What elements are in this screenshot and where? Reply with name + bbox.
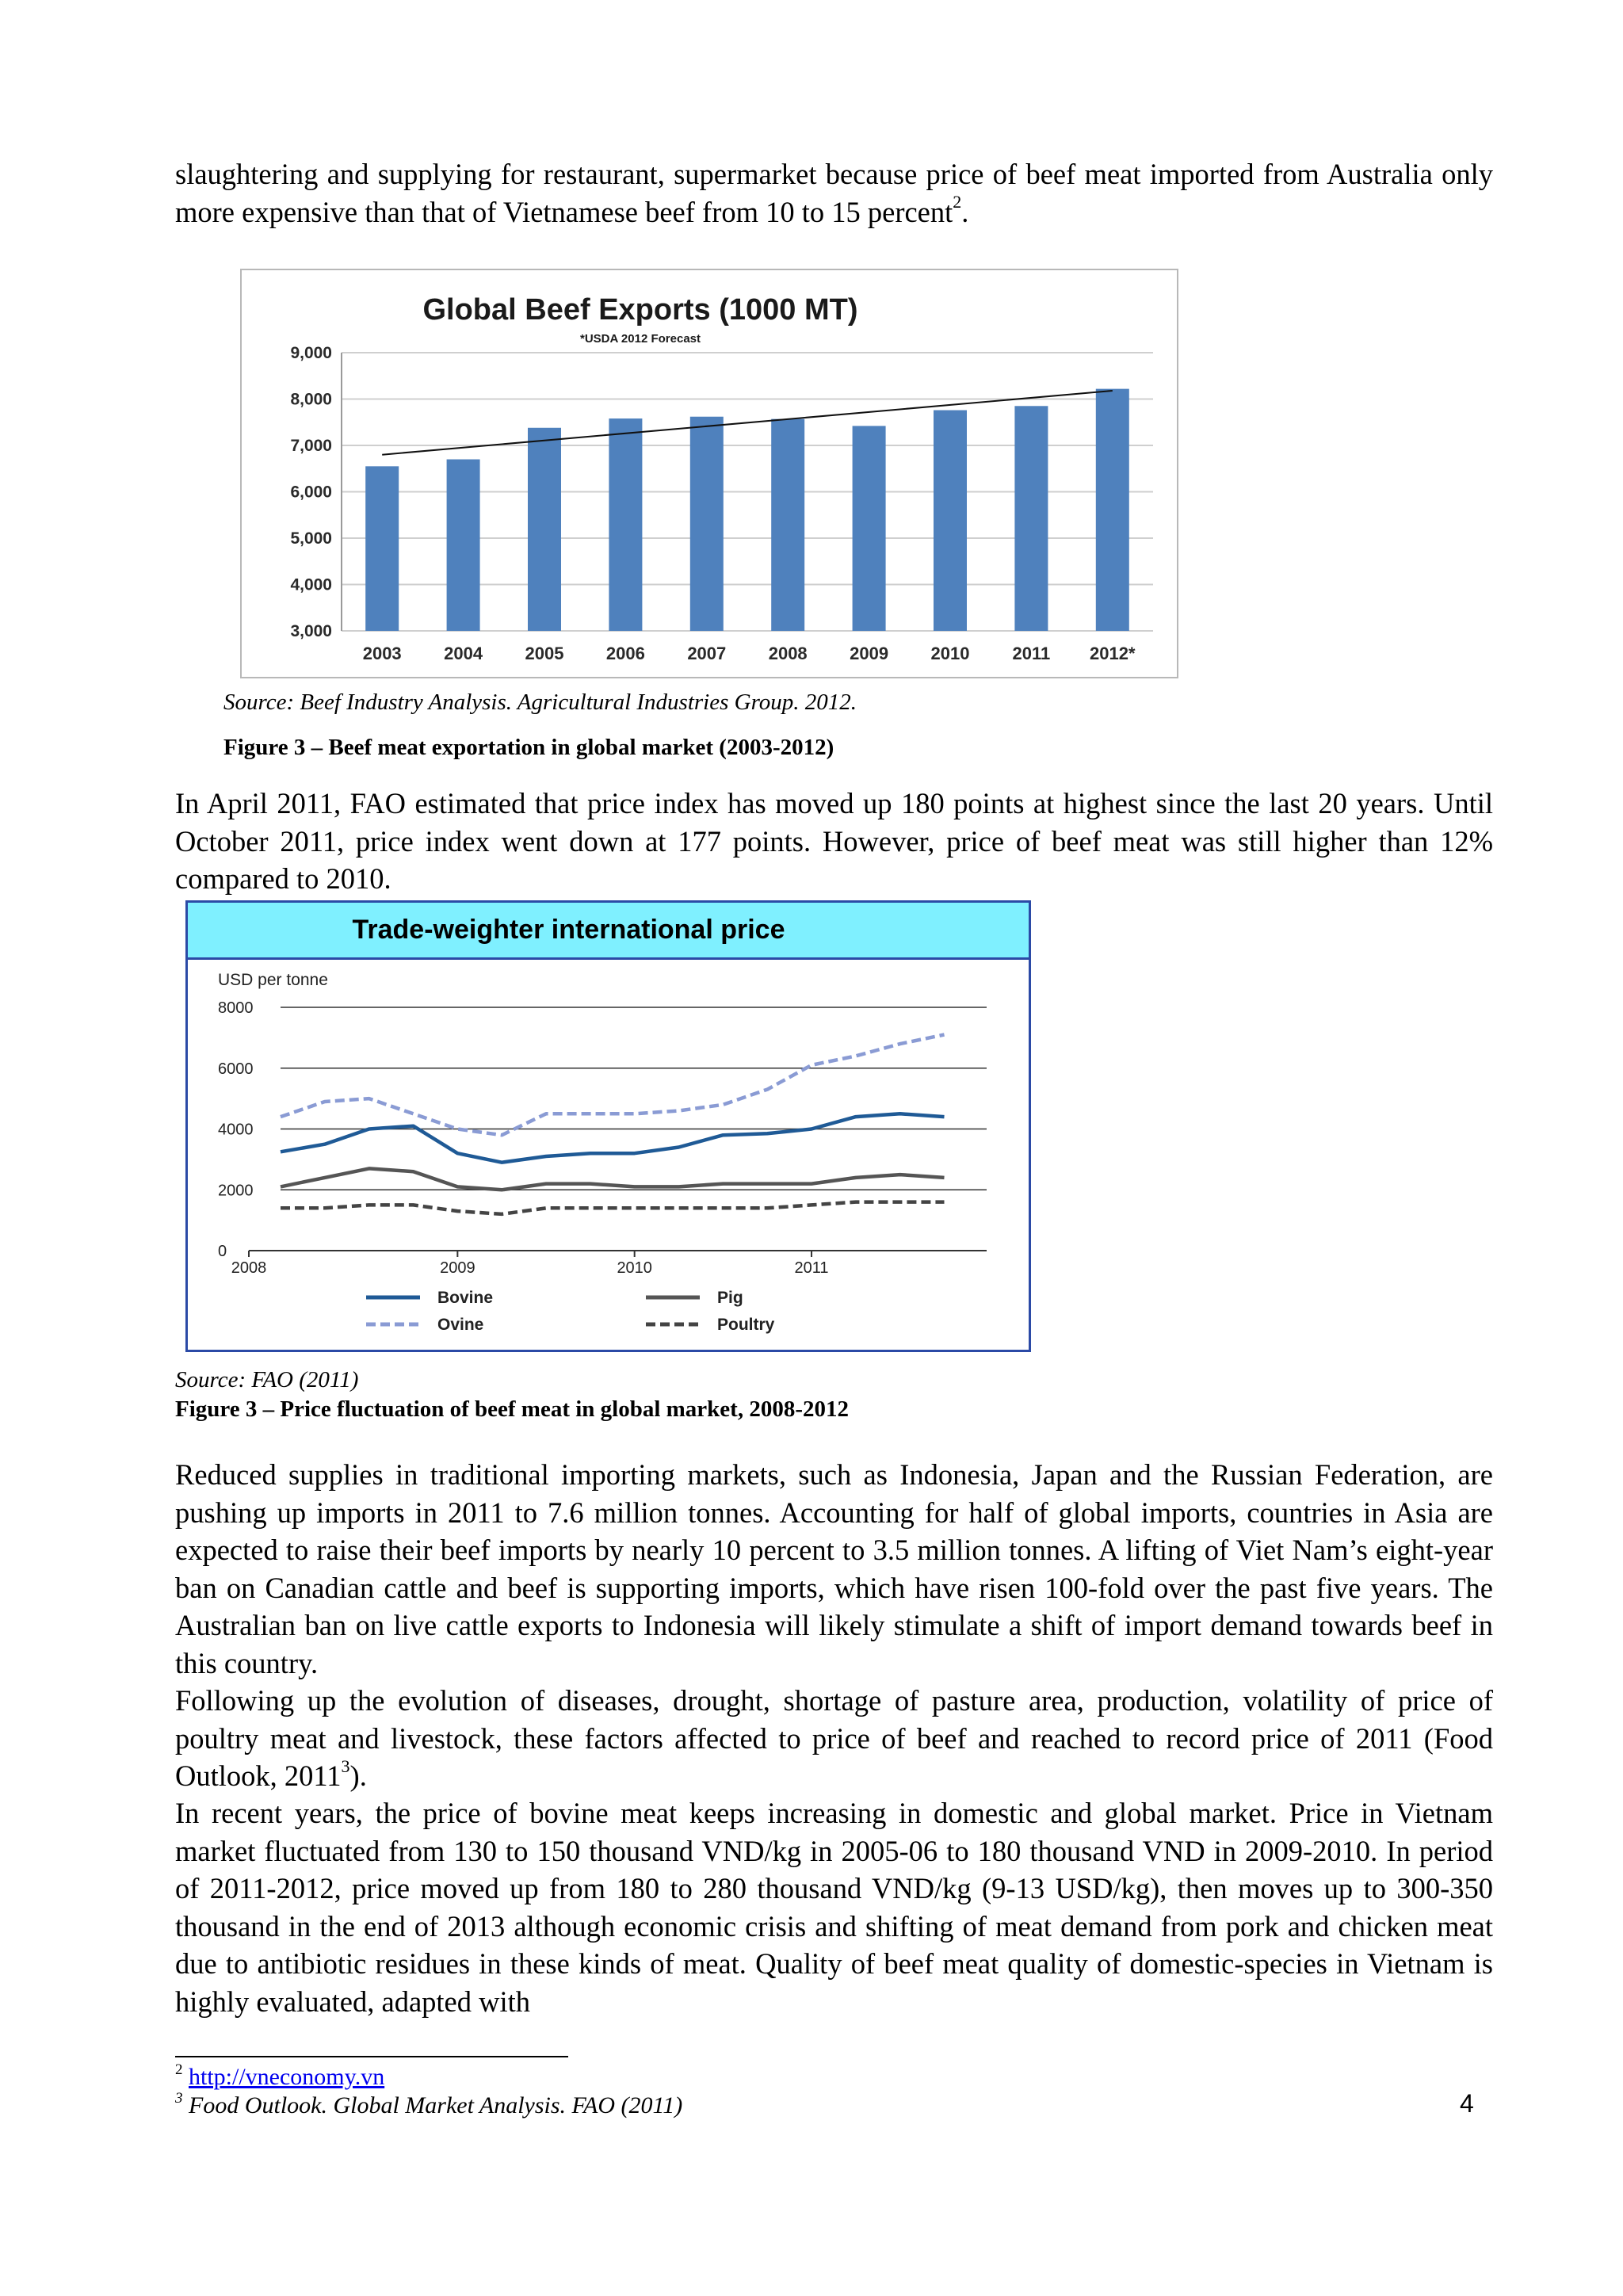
- legend-label-ovine: Ovine: [437, 1316, 484, 1334]
- bar-2008: [771, 419, 804, 631]
- footnote-ref-2[interactable]: 2: [953, 192, 962, 212]
- footnote-3-mark: 3: [175, 2090, 183, 2107]
- bar-2006: [609, 418, 642, 631]
- bar-2011: [1014, 406, 1048, 631]
- x-tick-label: 2010: [930, 644, 970, 663]
- legend-label-bovine: Bovine: [437, 1289, 494, 1307]
- x-tick-label: 2011: [1012, 644, 1051, 663]
- figure2-source: Source: FAO (2011): [175, 1367, 359, 1392]
- x-tick-label: 2004: [444, 644, 483, 663]
- paragraph-factors-end: ).: [349, 1759, 367, 1792]
- footnote-3-text: Food Outlook. Global Market Analysis. FAO (2011): [189, 2092, 683, 2118]
- bar-2010: [934, 411, 967, 631]
- x-tick-label: 2006: [605, 644, 645, 663]
- paragraph-fao-index: In April 2011, FAO estimated that price index has moved up 180 points at highest since the last 20 years. Until October 2011, price index went down at 177 points. However, price of beef meat was still higher than 12% compared to 2010.: [175, 787, 1493, 895]
- footnote-2-link[interactable]: http://vneconomy.vn: [189, 2064, 385, 2090]
- paragraph-intro: [175, 155, 1493, 231]
- x-tick-label: 2008: [768, 644, 808, 663]
- bar-2012*: [1096, 389, 1129, 631]
- y-tick-label: 4000: [218, 1121, 254, 1139]
- y-tick-label: 6,000: [290, 483, 332, 502]
- x-tick-label: 2007: [687, 644, 727, 663]
- y-tick-label: 6000: [218, 1060, 254, 1078]
- figure-price-fluctuation: [185, 900, 1031, 1352]
- x-tick-label: 2012*: [1090, 644, 1136, 663]
- y-tick-label: 9,000: [290, 344, 332, 362]
- bar-2007: [690, 417, 724, 631]
- y-tick-label: 3,000: [290, 622, 332, 640]
- series-line-bovine: [281, 1114, 945, 1162]
- footnote-2: [175, 2061, 385, 2091]
- y-axis-label: USD per tonne: [218, 971, 328, 989]
- chart-title: Trade-weighter international price: [188, 903, 1029, 960]
- figure-beef-exports: [240, 269, 1178, 678]
- series-line-poultry: [281, 1202, 945, 1214]
- footnote-3: [175, 2092, 682, 2119]
- chart-title: Global Beef Exports (1000 MT): [422, 293, 858, 327]
- bar-2003: [365, 466, 399, 631]
- price-chart: [188, 960, 1029, 1350]
- footnote-ref-3[interactable]: 3: [341, 1755, 350, 1776]
- x-tick-label: 2008: [231, 1259, 267, 1277]
- bar-2005: [528, 428, 561, 631]
- y-tick-label: 8000: [218, 999, 254, 1017]
- paragraph-vietnam-price: In recent years, the price of bovine meat keeps increasing in domestic and global market. Price in Vietnam market fluctuated from 130 to 150 thousand VND/kg in 2005-06 to 180 thousand VND in 2009-2010. In period of 2011-2012, price moved up from 180 to 280 thousand VND/kg (9-13 USD/kg), then moves up to 300-350 thousand in the end of 2013 although economic crisis and shifting of meat demand from pork and chicken meat due to antibiotic residues in these kinds of meat. Quality of beef meat quality of domestic-species in Vietnam is highly evaluated, adapted with: [175, 1797, 1493, 2018]
- bar-2004: [447, 460, 480, 631]
- y-tick-label: 8,000: [290, 390, 332, 409]
- paragraph-factors: [175, 1682, 1493, 1795]
- paragraph-imports: Reduced supplies in traditional importing markets, such as Indonesia, Japan and the Russian Federation, are pushing up imports in 2011 to 7.6 million tonnes. Accounting for half of global imports, countries in Asia are expected to raise their beef imports by nearly 10 percent to 3.5 million tonnes. A lifting of Viet Nam’s eight-year ban on Canadian cattle and beef is supporting imports, which have risen 100-fold over the past five years. The Australian ban on live cattle exports to Indonesia will likely stimulate a shift of import demand towards beef in this country.: [175, 1458, 1493, 1679]
- x-tick-label: 2003: [362, 644, 402, 663]
- page-number: 4: [1460, 2089, 1474, 2118]
- legend-label-pig: Pig: [717, 1289, 743, 1307]
- figure2-caption: Figure 3 – Price fluctuation of beef meat in global market, 2008-2012: [175, 1396, 849, 1422]
- x-tick-label: 2010: [617, 1259, 652, 1277]
- figure1-source: Source: Beef Industry Analysis. Agricultural Industries Group. 2012.: [223, 690, 857, 715]
- paragraph-intro-end: .: [961, 195, 969, 228]
- chart-subtitle: *USDA 2012 Forecast: [579, 332, 701, 346]
- paragraph-factors-text: Following up the evolution of diseases, drought, shortage of pasture area, production, volatility of price of poultry meat and livestock, these factors affected to price of beef and reached to record price of 2011 (Food Outlook, 2011: [175, 1684, 1493, 1792]
- x-tick-label: 2009: [440, 1259, 475, 1277]
- y-tick-label: 2000: [218, 1182, 254, 1200]
- y-tick-label: 7,000: [290, 437, 332, 455]
- legend-label-poultry: Poultry: [717, 1316, 775, 1334]
- y-tick-label: 4,000: [290, 575, 332, 594]
- footnote-divider: [175, 2056, 568, 2057]
- y-tick-label: 5,000: [290, 529, 332, 548]
- figure1-caption: Figure 3 – Beef meat exportation in global market (2003-2012): [223, 735, 834, 760]
- bar-2009: [853, 426, 886, 631]
- x-tick-label: 2011: [794, 1259, 829, 1277]
- paragraph-intro-text: slaughtering and supplying for restaurant, supermarket because price of beef meat imported from Australia only more expensive than that of Vietnamese beef from 10 to 15 percent: [175, 158, 1493, 228]
- footnote-2-mark: 2: [175, 2061, 183, 2078]
- x-tick-label: 2009: [850, 644, 889, 663]
- x-tick-label: 2005: [525, 644, 564, 663]
- beef-exports-chart: [242, 270, 1177, 677]
- y-tick-label: 0: [218, 1243, 227, 1260]
- series-line-pig: [281, 1168, 945, 1190]
